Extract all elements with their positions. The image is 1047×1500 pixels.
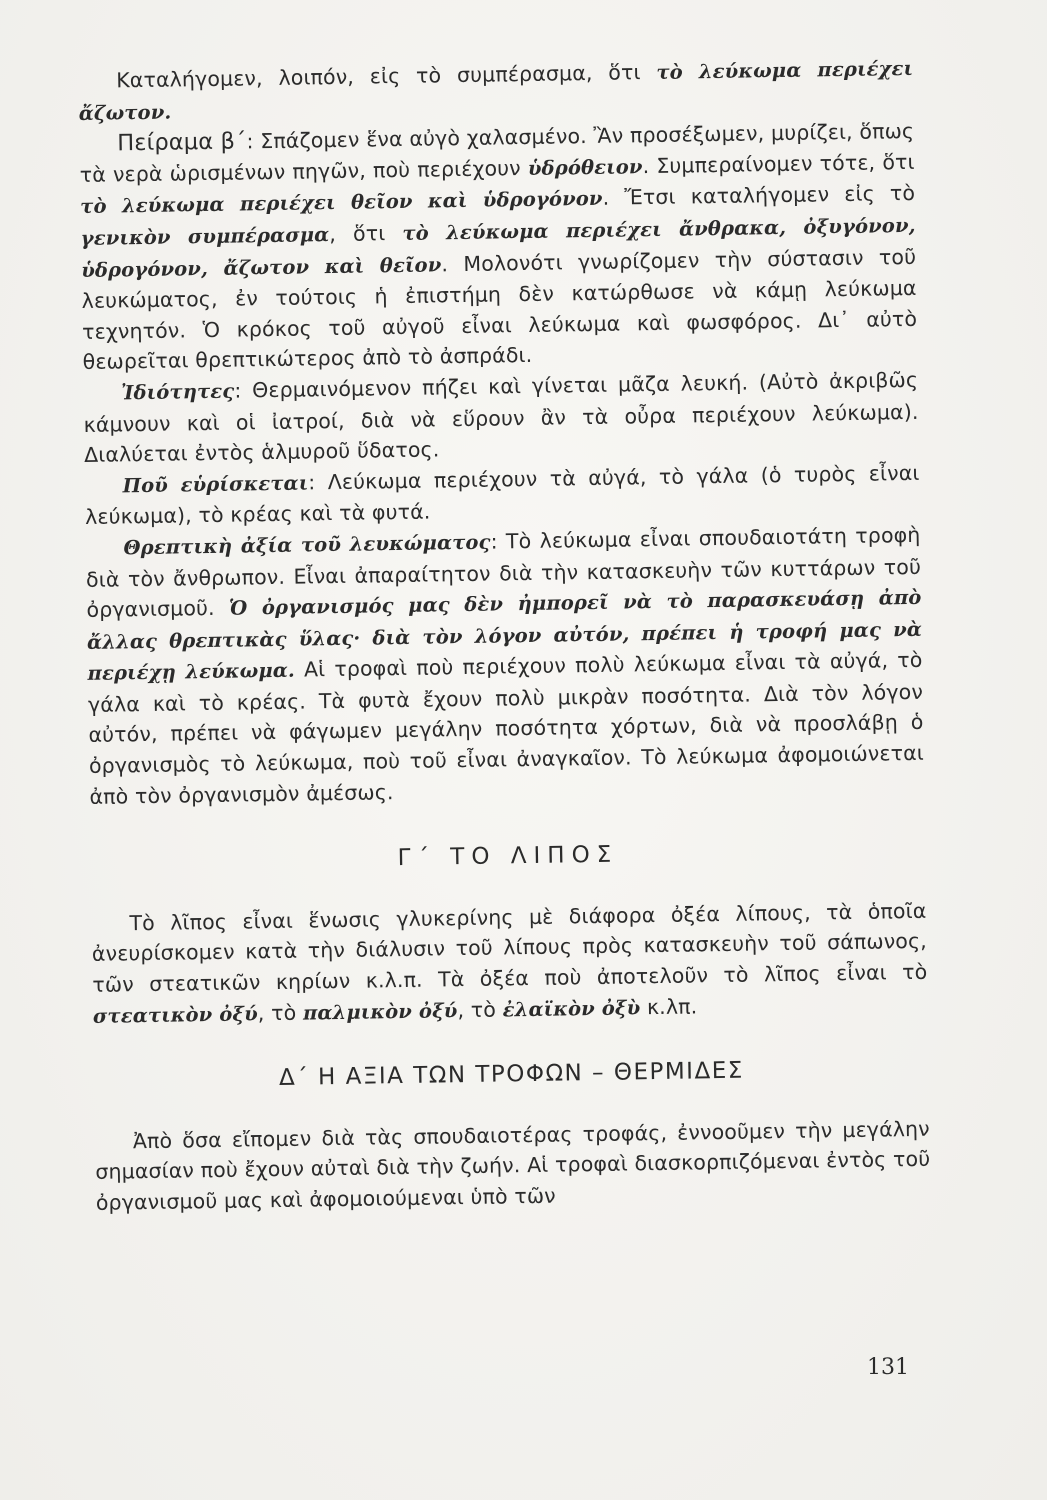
text-run: Καταλήγομεν, λοιπόν, εἰς τὸ συμπέρασμα, ὅτι — [116, 59, 657, 93]
emphasis-text: παλμικὸν ὀξύ — [302, 998, 458, 1025]
emphasis-text: τὸ λεύκωμα περιέχει ἄνθρακα, ὀξυγόνον, ὑδρογόνον, ἄζωτον καὶ θεῖον — [81, 213, 916, 282]
paragraph-experiment-b — [79, 116, 918, 378]
paragraph-properties — [83, 365, 919, 471]
text-run: : Λεύκωμα περιέχουν τὰ αὐγά, τὸ γάλα (ὁ τυρὸς εἶναι λεύκωμα), τὸ κρέας καὶ τὰ φυτά. — [84, 460, 920, 530]
text-run: : Τὸ λεύκωμα εἶναι σπουδαιοτάτη τροφὴ διὰ τὸν ἄνθρωπον. Εἶναι ἀπαραίτητον διὰ τὴν κατασκευὴν τῶν κυττάρων τοῦ ὀργανισμοῦ. — [85, 522, 922, 623]
text-run: , τὸ — [457, 997, 503, 1022]
text-run: Τὸ λῖπος εἶναι ἕνωσις γλυκερίνης μὲ διάφορα ὀξέα λίπους, τὰ ὁποῖα ἀνευρίσκομεν κατὰ τὴν διάλυσιν τοῦ λίπους πρὸς κατασκευὴν τοῦ σάπωνος, τῶν στεατικῶν κηρίων κ.λ.π. Τὰ ὀξέα ποὺ ἀποτελοῦν τὸ λῖπος εἶναι τὸ — [91, 898, 928, 997]
text-run: Ἀπὸ ὅσα εἴπομεν διὰ τὰς σπουδαιοτέρας τροφάς, ἐννοοῦμεν τὴν μεγάλην σημασίαν ποὺ ἔχουν αὐταὶ διὰ τὴν ζωήν. Αἱ τροφαὶ διασκορπιζόμεναι ἐντὸς τοῦ ὀργανισμοῦ μας καὶ ἀφομοιούμεναι ὑπὸ τῶν — [95, 1116, 931, 1215]
text-run: , τὸ — [257, 1000, 304, 1025]
text-run: . Συμπεραίνομεν τότε, ὅτι — [642, 149, 915, 178]
emphasis-label: Θρεπτικὴ ἀξία τοῦ λευκώματος — [123, 530, 491, 560]
text-run: κ.λπ. — [640, 994, 698, 1019]
emphasis-label: Ποῦ εὑρίσκεται — [122, 471, 309, 498]
emphasis-text: τὸ λεύκωμα περιέχει θεῖον καὶ ὑδρογόνον — [80, 187, 603, 219]
section-heading-fat: Γ΄ ΤΟ ΛΙΠΟΣ — [397, 841, 619, 872]
page-body — [78, 53, 931, 1219]
paragraph-nutritional-value — [85, 520, 924, 812]
emphasis-label: Ἰδιότητες — [120, 379, 235, 405]
text-run: : Θερμαινόμενον πήζει καὶ γίνεται μᾶζα λευκή. (Αὐτὸ ἀκριβῶς κάμνουν καὶ οἱ ἰατροί, διὰ νὰ εὕρουν ἂν τὰ οὖρα περιέχουν λεύκωμα). Διαλύεται ἐντὸς ἁλμυροῦ ὕδατος. — [83, 367, 919, 468]
text-run: , ὅτι — [329, 220, 403, 247]
text-run: . Μολονότι γνωρίζομεν τὴν σύστασιν τοῦ λευκώματος, ἐν τούτοις ἡ ἐπιστήμη δὲν κατώρθωσε νὰ κάμῃ λεύκωμα τεχνητόν. Ὁ κρόκος τοῦ αὐγοῦ εἶναι λεύκωμα καὶ φωσφόρος. Δι᾿ αὐτὸ θεωρεῖται θρεπτικώτερος ἀπὸ τὸ ἀσπράδι. — [81, 244, 918, 375]
emphasis-text: ὑδρόθειον — [527, 154, 643, 180]
experiment-label: Πείραμα β΄ — [117, 128, 247, 157]
page-number: 131 — [867, 1355, 909, 1380]
emphasis-text: γενικὸν συμπέρασμα — [80, 223, 330, 250]
text-run: : Σπάζομεν ἕνα αὐγὸ χαλασμένο. Ἂν προσέξωμεν, μυρίζει, ὅπως τὰ νερὰ ὡρισμένων πηγῶν, ποὺ περιέχουν — [79, 119, 915, 187]
section-heading-food-value: Δ΄ Η ΑΞΙΑ ΤΩΝ ΤΡΟΦΩΝ – ΘΕΡΜΙΔΕΣ — [278, 1057, 744, 1092]
text-run: . Ἔτσι καταλήγομεν εἰς τὸ — [602, 181, 916, 211]
text-run: Αἱ τροφαὶ ποὺ περιέχουν πολὺ λεύκωμα εἶναι τὰ αὐγά, τὸ γάλα καὶ τὸ κρέας. Τὰ φυτὰ ἔχουν πολὺ μικρὰν ποσότητα. Διὰ τὸν λόγον αὐτόν, πρέπει νὰ φάγωμεν μεγάλην ποσότητα χόρτων, διὰ νὰ προσλάβῃ ὁ ὀργανισμὸς τὸ λεύκωμα, ποὺ τοῦ εἶναι ἀναγκαῖον. Τὸ λεύκωμα ἀφομοιώνεται ἀπὸ τὸν ὀργανισμὸν ἀμέσως. — [87, 648, 925, 809]
emphasis-text: Ὁ ὀργανισμός μας δὲν ἠμπορεῖ νὰ τὸ παρασκευάσῃ ἀπὸ ἄλλας θρεπτικὰς ὕλας· διὰ τὸν λόγον αὐτόν, πρέπει ἡ τροφή μας νὰ περιέχῃ λεύκωμα. — [86, 585, 923, 686]
emphasis-text: τὸ λεύκωμα περιέχει ἄζωτον. — [78, 56, 914, 125]
paragraph-fat — [91, 896, 928, 1032]
emphasis-text: στεατικὸν ὀξύ — [92, 1001, 258, 1028]
emphasis-text: ἐλαϊκὸν ὀξὺ — [502, 995, 641, 1022]
paragraph-food-value — [95, 1114, 931, 1219]
